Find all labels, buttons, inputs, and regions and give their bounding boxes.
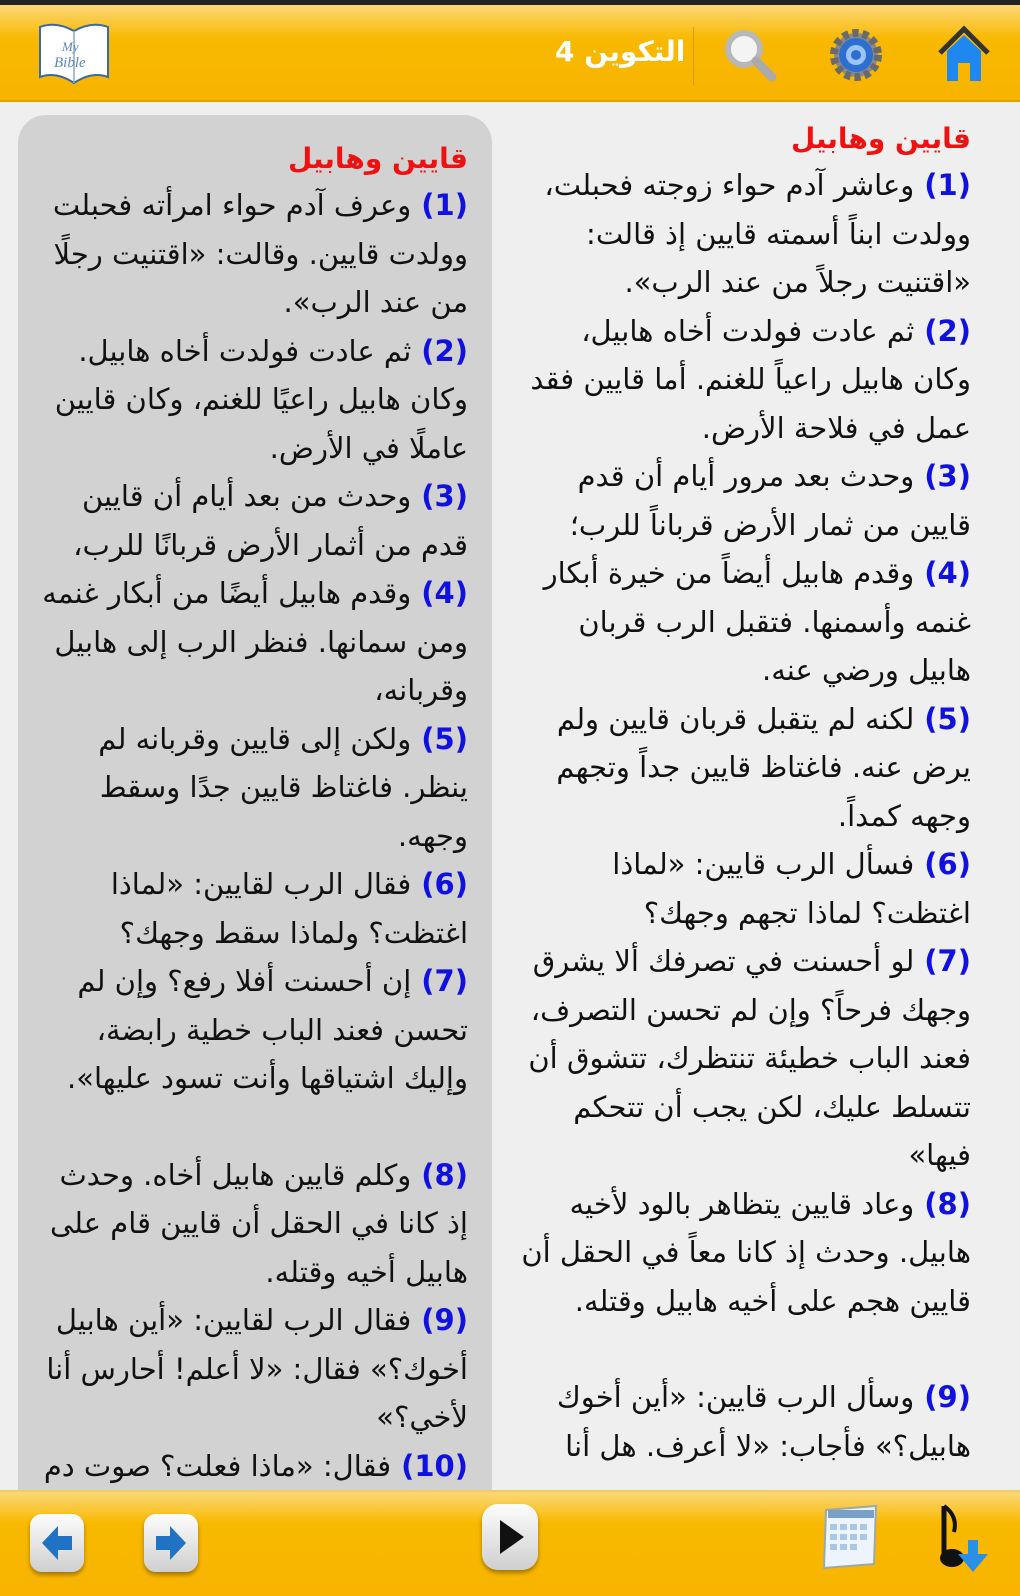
verse-number: ( 7 ) — [421, 957, 468, 1006]
verse-number: ( 6 ) — [924, 840, 971, 889]
verse-text: فقال: «ماذا فعلت؟ صوت دم — [43, 1448, 392, 1483]
verse-number: ( 2 ) — [924, 307, 971, 356]
verse-text: وقدم هابيل أيضاً من خيرة أبكار غنمه وأسمنها. فتقبل الرب قربان هابيل ورضي عنه. — [543, 556, 971, 687]
verse-text: ولكن إلى قايين وقربانه لم ينظر. فاغتاظ قايين جدًا وسقط وجهه. — [98, 721, 468, 853]
section-heading: قايين وهابيل — [287, 142, 468, 175]
verse-text: فسأل الرب قايين: «لماذا اغتظت؟ لماذا تجهم وجهك؟ — [612, 847, 971, 930]
verse-number: ( 7 ) — [924, 937, 971, 986]
verse-number: ( 5 ) — [421, 715, 468, 764]
section-heading: قايين وهابيل — [790, 122, 971, 155]
chapter-title[interactable]: التكوين 4 — [555, 35, 686, 68]
verse[interactable] — [38, 1296, 468, 1442]
verse[interactable] — [515, 452, 971, 549]
verse[interactable] — [38, 569, 468, 715]
verse[interactable] — [38, 860, 468, 957]
verse-text: فقال الرب لقايين: «أين هابيل أخوك؟» فقال: «لا أعلم! أحارس أنا لأخي؟» — [46, 1303, 468, 1434]
calendar-icon[interactable] — [818, 1502, 882, 1572]
next-chapter-button[interactable] — [144, 1514, 198, 1572]
top-toolbar — [0, 5, 1020, 102]
verse[interactable] — [515, 549, 971, 695]
verse-text: إن أحسنت أفلا رفع؟ وإن لم تحسن فعند الباب خطية رابضة، وإليك اشتياقها وأنت تسود عليها». — [67, 964, 468, 1095]
verse[interactable] — [515, 695, 971, 841]
verse-text: وحدث بعد مرور أيام أن قدم قايين من ثمار الأرض قرباناً للرب؛ — [569, 459, 971, 542]
verse-number: ( 10 ) — [401, 1442, 468, 1491]
verse[interactable] — [38, 1442, 468, 1491]
audio-download-icon[interactable] — [928, 1502, 994, 1580]
gear-icon[interactable] — [828, 27, 884, 83]
verse-text: ثم عادت فولدت أخاه هابيل. وكان هابيل راعيًا للغنم، وكان قايين عاملًا في الأرض. — [54, 333, 468, 465]
verse[interactable] — [38, 957, 468, 1103]
verse-text: وعاد قايين يتظاهر بالود لأخيه هابيل. وحدث إذ كانا معاً في الحقل أن قايين هجم على أخيه هابيل وقتله. — [521, 1186, 971, 1318]
verse-text: لكنه لم يتقبل قربان قايين ولم يرض عنه. فاغتاظ قايين جداً وتجهم وجهه كمداً. — [556, 701, 971, 833]
toolbar-divider — [693, 27, 694, 85]
verse-number: ( 8 ) — [924, 1180, 971, 1229]
compare-translation-pane[interactable] — [18, 115, 492, 1490]
play-icon — [482, 1504, 538, 1570]
arrow-left-icon — [30, 1514, 84, 1572]
verse[interactable] — [38, 715, 468, 861]
verse-text: لو أحسنت في تصرفك ألا يشرق وجهك فرحاً؟ وإن لم تحسن التصرف، فعند الباب خطيئة تنتظرك، تتشوق أن تتسلط عليك، لكن يجب أن تتحكم فيها» — [528, 944, 971, 1172]
previous-chapter-button[interactable] — [30, 1514, 84, 1572]
verse-text: وحدث من بعد أيام أن قايين قدم من أثمار الأرض قربانًا للرب، — [73, 479, 468, 562]
verse-number: ( 4 ) — [421, 569, 468, 618]
verse[interactable] — [515, 1373, 971, 1470]
verse-number: ( 3 ) — [924, 452, 971, 501]
verse[interactable] — [38, 181, 468, 327]
verse-text: وقدم هابيل أيضًا من أبكار غنمه ومن سمانها. فنظر الرب إلى هابيل وقربانه، — [42, 576, 468, 707]
verse-number: ( 9 ) — [924, 1373, 971, 1422]
verse-number: ( 2 ) — [421, 327, 468, 376]
play-audio-button[interactable] — [482, 1504, 538, 1570]
verse-number: ( 1 ) — [924, 161, 971, 210]
verse-number: ( 4 ) — [924, 549, 971, 598]
verse-number: ( 1 ) — [421, 181, 468, 230]
verse[interactable] — [515, 307, 971, 453]
verse[interactable] — [515, 161, 971, 307]
arrow-right-icon — [144, 1514, 198, 1572]
verse-text: ثم عادت فولدت أخاه هابيل، وكان هابيل راعياً للغنم. أما قايين فقد عمل في فلاحة الأرض. — [530, 313, 971, 445]
verse-text: فقال الرب لقايين: «لماذا اغتظت؟ ولماذا سقط وجهك؟ — [110, 867, 468, 950]
verse-text: وعاشر آدم حواء زوجته فحبلت، وولدت ابناً أسمته قايين إذ قالت: «اقتنيت رجلاً من عند الرب». — [544, 168, 971, 299]
book-logo-icon[interactable] — [36, 21, 112, 87]
verse-text: وسأل الرب قايين: «أين أخوك هابيل؟» فأجاب: «لا أعرف. هل أنا — [556, 1380, 971, 1463]
bottom-toolbar — [0, 1490, 1020, 1596]
verse[interactable] — [38, 472, 468, 569]
verse[interactable] — [38, 327, 468, 473]
verse-number: ( 5 ) — [924, 695, 971, 744]
verse[interactable] — [38, 1151, 468, 1297]
verse-number: ( 9 ) — [421, 1296, 468, 1345]
primary-translation-pane[interactable] — [515, 115, 993, 1488]
verse-number: ( 3 ) — [421, 472, 468, 521]
verse-text: وكلم قايين هابيل أخاه. وحدث إذ كانا في الحقل أن قايين قام على هابيل أخيه وقتله. — [49, 1157, 468, 1289]
verse-text: وعرف آدم حواء امرأته فحبلت وولدت قايين. وقالت: «اقتنيت رجلًا من عند الرب». — [52, 188, 468, 319]
verse[interactable] — [515, 840, 971, 937]
search-icon[interactable] — [722, 27, 778, 83]
verse[interactable] — [515, 937, 971, 1180]
verse-number: ( 8 ) — [421, 1151, 468, 1200]
verse-number: ( 6 ) — [421, 860, 468, 909]
home-icon[interactable] — [936, 25, 992, 83]
verse[interactable] — [515, 1180, 971, 1326]
svg-text:Bible: Bible — [54, 55, 86, 71]
svg-text:My: My — [62, 39, 79, 54]
